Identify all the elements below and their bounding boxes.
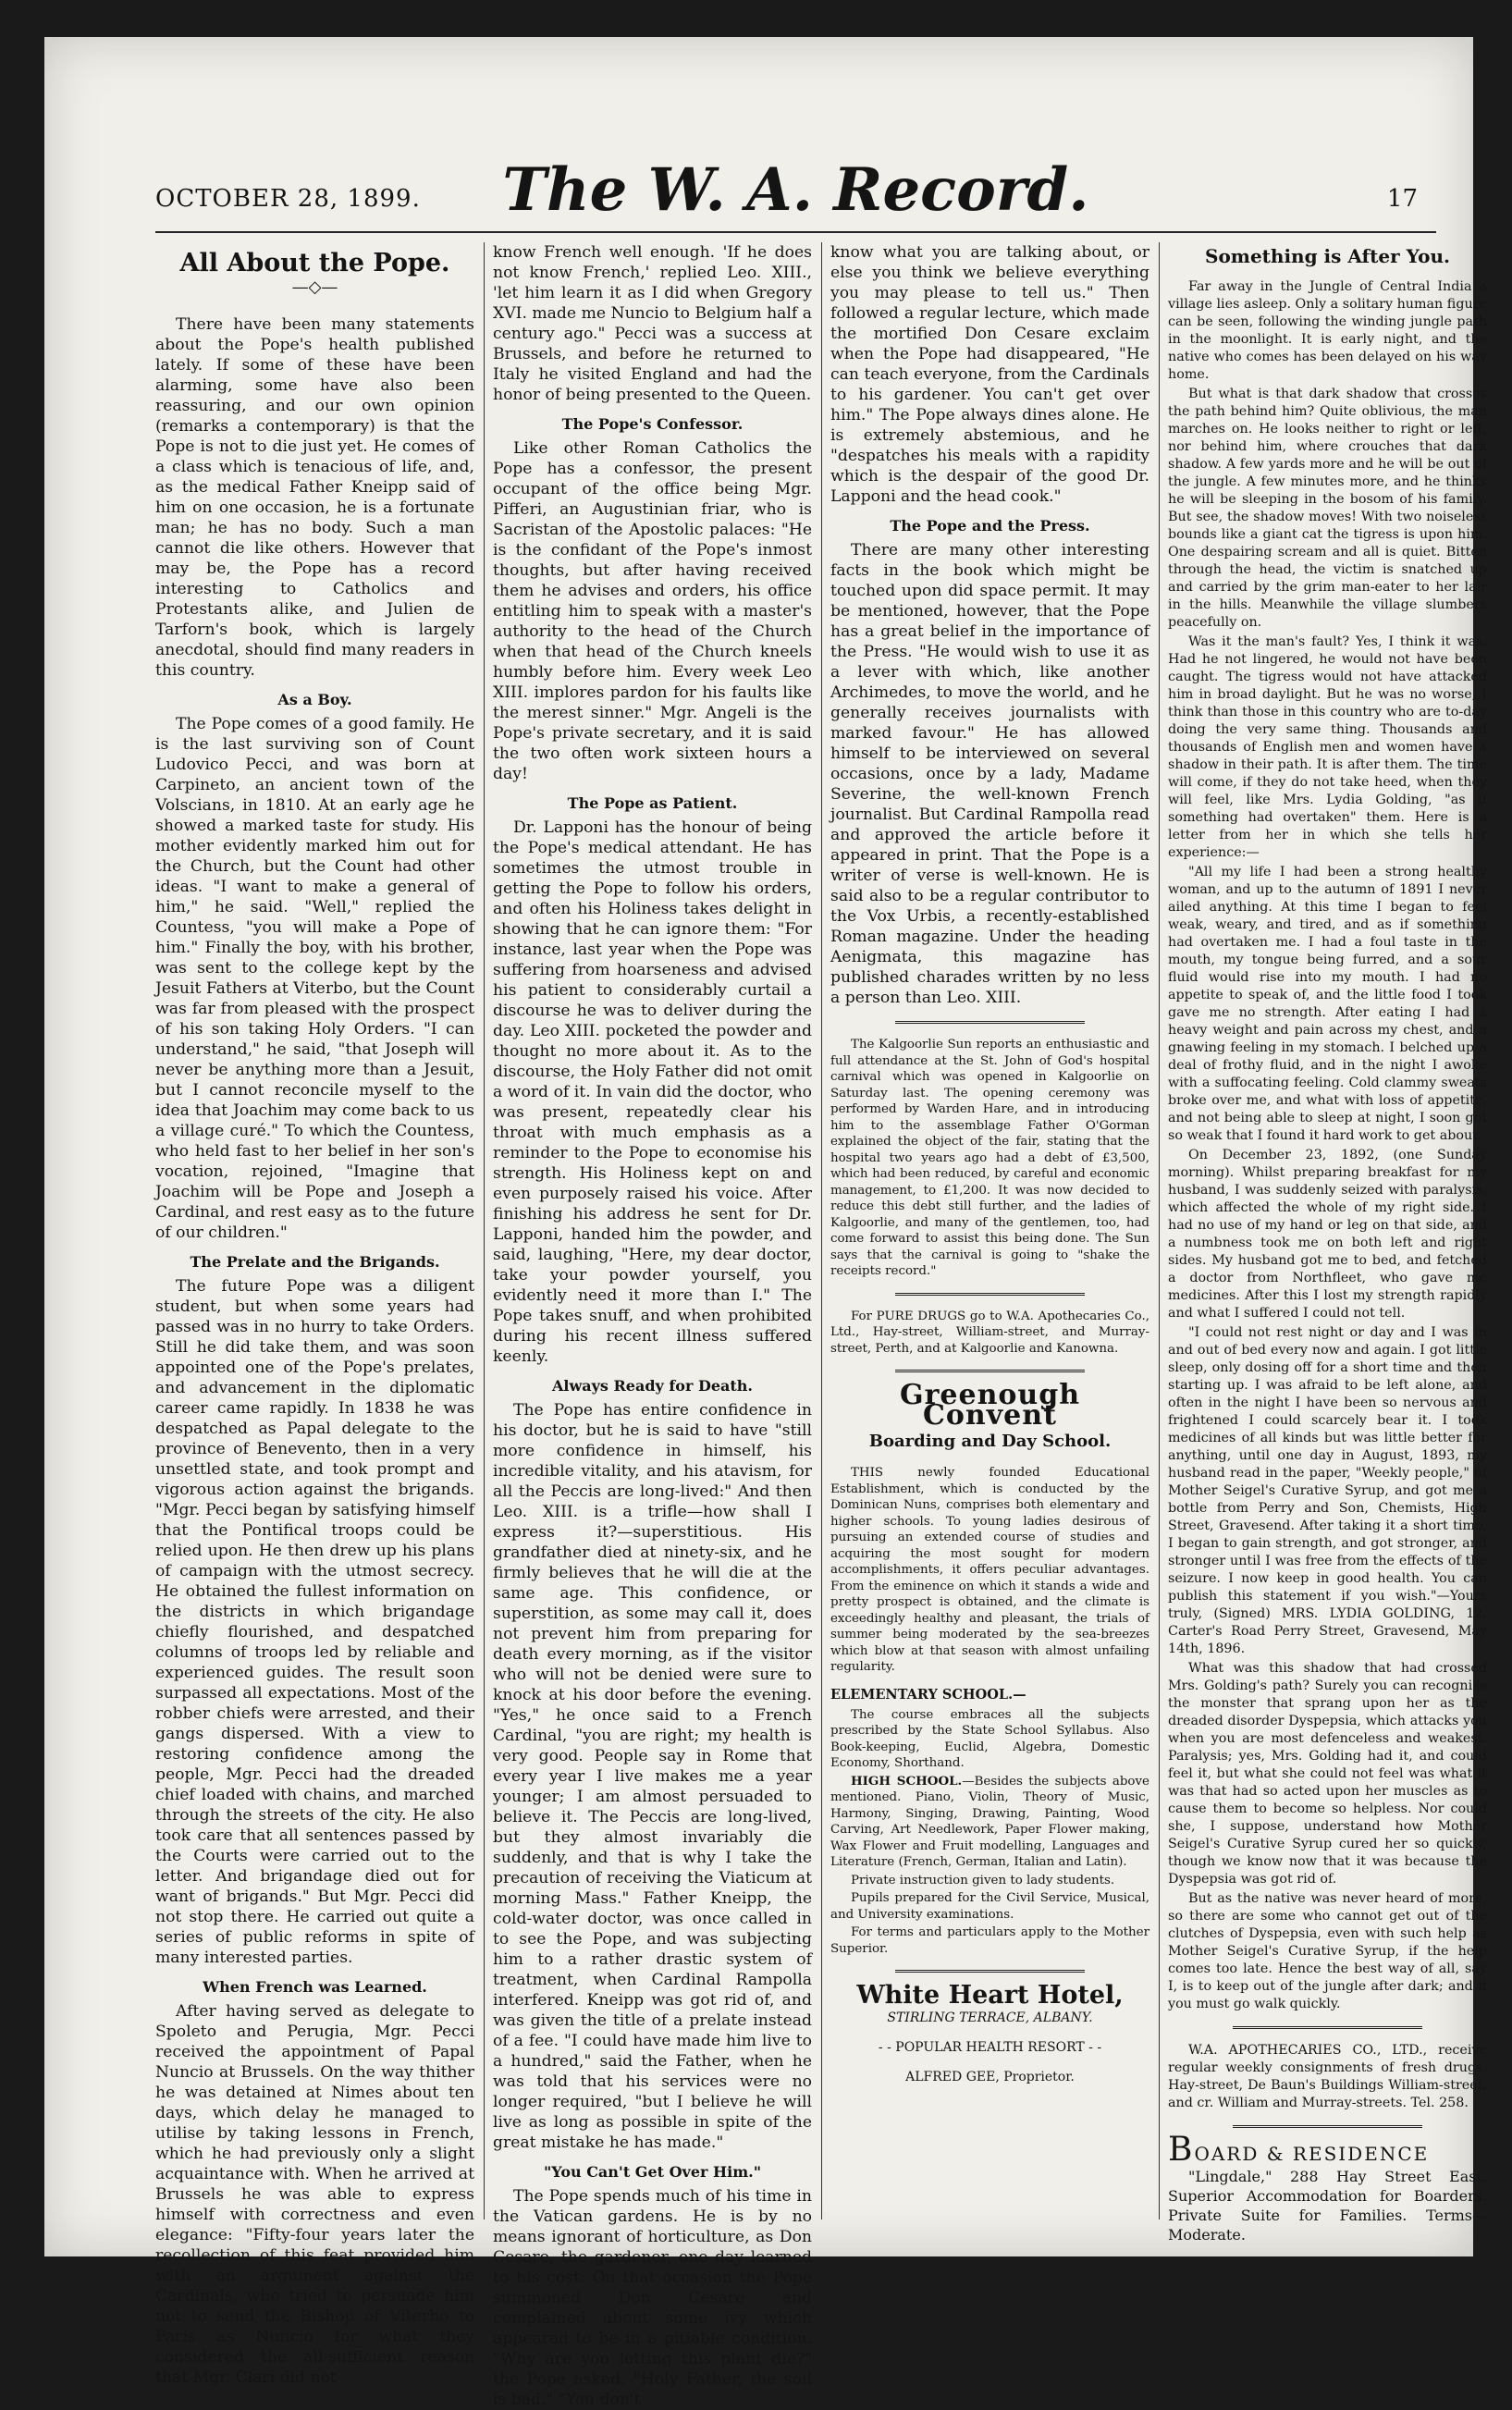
convent-subtitle: Boarding and Day School.	[868, 1432, 1112, 1451]
page-number: 17	[1386, 185, 1418, 213]
high-school-text	[830, 1774, 1149, 1871]
column-rule	[1159, 242, 1160, 2219]
high-school-body: —Besides the subjects above mentioned. Piano, Violin, Theory of Music, Harmony, Singing, Drawing, Painting, Wood Carving, Art Needlework, Paper Flower making, Wax Flower and Fruit modelling, Languages and Literature (French, German, Italian and Latin).	[830, 1774, 1149, 1869]
subheading: The Pope's Confessor.	[561, 415, 744, 433]
columns	[155, 242, 1488, 2409]
board-heading	[1168, 2131, 1487, 2169]
paragraph: There are many other interesting facts in the book which might be touched upon did space permit. It may be mentioned, however, that the Pope has a great belief in the importance of the Press. "He would wish to use it as a lever with which, like another Archimedes, to move the world, and he generally receives journalists with marked favour." He has allowed himself to be interviewed on several occasions, once by a lady, Madame Severine, the well-known French journalist. But Cardinal Rampolla read and approved the article before it appeared in print. That the Pope is a writer of verse is well-known. He is said also to be a regular contributor to the Vox Urbis, a recently-established Roman magazine. Under the heading Aenigmata, this magazine has published charades written by no less a person than Leo. XIII.	[830, 541, 1149, 1007]
paragraph: The Pope has entire confidence in his doctor, but he is said to have "still more confidence in himself, his incredible vitality, and his atavism, for all the Peccis are long-lived:" And then Leo. XIII. is a trifle—how shall I express it?—superstitious. His grandfather died at ninety-six, and he firmly believes that he will die at the same age. This confidence, or superstition, as some may call it, does not prevent him from preparing for death every morning, as if the visitor who will not be denied were sure to knock at his door before the evening. "Yes," he once said to a French Cardinal, "you are right; my health is very good. People say in Rome that every year I live makes me a year younger; I am almost persuaded to believe it. The Peccis are long-lived, but they almost invariably die suddenly, and that is why I take the precaution of receiving the Viaticum at morning Mass." Father Kneipp, the cold-water doctor, was once called in to see the Pope, and was subjecting him to a rather drastic system of treatment, when Cardinal Rampolla interfered. Kneipp was got rid of, and was given the title of a prelate instead of a fee. "I could have made him live to a hundred," said the Father, when he was told that his services were no longer required, "but I believe he will live as long as possible in spite of the great mistake he has made."	[493, 1401, 812, 2152]
advert-drugs: For PURE DRUGS go to W.A. Apothecaries Co., Ltd., Hay-street, William-street, and Murray-street, Perth, and at Kalgoorlie and Kanowna.	[830, 1309, 1149, 1356]
subheading: As a Boy.	[277, 691, 352, 708]
ornament: —◇—	[291, 277, 338, 297]
paragraph: Far away in the Jungle of Central India a village lies asleep. Only a solitary human figure can be seen, following the winding jungle path in the moonlight. It is early night, and the native who comes has been delayed on his way home.	[1168, 279, 1488, 382]
newspaper-page	[44, 37, 1488, 2409]
paragraph: Dr. Lapponi has the honour of being the Pope's medical attendant. He has sometimes the utmost trouble in getting the Pope to follow his orders, and often his Holiness takes delight in showing that he can ignore them: "For instance, last year when the Pope was suffering from hoarseness and advised his patient to considerably curtail a discourse he was to deliver during the day. Leo XIII. pocketed the powder and thought no more about it. As to the discourse, the Holy Father did not omit a word of it. In vain did the doctor, who was present, repeatedly clear his throat with much emphasis as a reminder to the Pope to economise his strength. His Holiness kept on and even purposely raised his voice. After finishing his address he sent for Dr. Lapponi, handed him the powder, and said, laughing, "Here, my dear doctor, take your powder yourself, you evidently need it more than I." The Pope takes snuff, and when prohibited during his recent illness suffered keenly.	[493, 818, 812, 1366]
separator	[1233, 2125, 1422, 2128]
separator	[1233, 2026, 1422, 2029]
issue-date: OCTOBER 28, 1899.	[155, 185, 421, 213]
paragraph: The Pope spends much of his time in the Vatican gardens. He is by no means ignorant of horticulture, as Don Cesare, the gardener, one day learned to his cost: On that occasion the Pope summoned Don Cesare and complained about some ivy which appeared to be in a pitiable condition. "Why are you letting this plant die?" the Pope asked. "Holy Father, the soil is bad." "You don't	[493, 2187, 812, 2409]
elementary-text: The course embraces all the subjects prescribed by the State School Syllabus. Also Book-keeping, Euclid, Algebra, Domestic Economy, Shorthand.	[830, 1707, 1149, 1770]
column-rule	[484, 242, 485, 2219]
paragraph: know French well enough. 'If he does not know French,' replied Leo. XIII., 'let him learn it as I did when Gregory XVI. made me Nuncio to Belgium half a century ago." Pecci was a success at Brussels, and before he returned to Italy he visited England and had the honor of being presented to the Queen.	[493, 243, 812, 404]
paragraph: What was this shadow that had crossed Mrs. Golding's path? Surely you can recognise the monster that sprang upon her as the dreaded disorder Dyspepsia, which attacks you when you are most defenceless and weakest. Paralysis; yes, Mrs. Golding had it, and could feel it, but what she could not feel was what it was that had so acted upon her muscles as to cause them to become so helpless. Nor could she, I suppose, understand how Mother Seigel's Curative Syrup cured her so quickly, though we know now that it was because the Dyspepsia was got rid of.	[1168, 1661, 1487, 1887]
article-title: All About the Pope.	[179, 249, 450, 277]
paper-title: The W. A. Record.	[502, 155, 1089, 225]
subheading: When French was Learned.	[203, 1978, 427, 1996]
hotel-title: White Heart Hotel,	[856, 1981, 1124, 2010]
subheading: "You Can't Get Over Him."	[543, 2163, 762, 2181]
subheading: Always Ready for Death.	[552, 1377, 753, 1395]
separator	[895, 1370, 1085, 1372]
column-2	[493, 242, 812, 2409]
elementary-heading: ELEMENTARY SCHOOL.—	[830, 1686, 1026, 1703]
hotel-address: STIRLING TERRACE, ALBANY.	[887, 2010, 1093, 2025]
news-item: The Kalgoorlie Sun reports an enthusiastic and full attendance at the St. John of God's hospital carnival which was opened in Kalgoorlie on Saturday last. The opening ceremony was performed by Warden Hare, and in introducing him to the assemblage Father O'Gorman explained the object of the fair, stating that the hospital two years ago had a debt of £3,500, which had been reduced, by careful and economic management, to £1,200. It was now decided to reduce this debt still further, and the ladies of Kalgoorlie, and many of the gentlemen, too, had come forward to assist this being done. The Sun says that the carnival is going to "shake the receipts record."	[830, 1038, 1149, 1278]
board-title: OARD & RESIDENCE	[1194, 2143, 1430, 2165]
paragraph: Was it the man's fault? Yes, I think it was. Had he not lingered, he would not have been caught. The tigress would not have attacked him in broad daylight. But he was no worse, I think than those in this country who are to-day doing the very same thing. Thousands and thousands of English men and women have a shadow in their path. It is after them. The time will come, if they do not take heed, when they will feel, like Mrs. Lydia Golding, "as if something had overtaken" them. Here is a letter from her in which she tells her experience:—	[1168, 634, 1487, 860]
hotel-resort: - - POPULAR HEALTH RESORT - -	[878, 2040, 1102, 2055]
convent-title: Greenough Convent	[899, 1379, 1081, 1432]
separator	[895, 1293, 1085, 1296]
paragraph: After having served as delegate to Spoleto and Perugia, Mgr. Pecci received the appointment of Papal Nuncio at Brussels. On the way thither he was detained at Nimes about ten days, which delay he managed to utilise by taking lessons in French, which he had previously only a slight acquaintance with. When he arrived at Brussels he was able to express himself with correctness and even elegance: "Fifty-four years later the recollection of this feat provided him with an argument against the Cardinals, who tried to persuade him not to send the Bishop of Viterbo to Paris as Nuncio for what they considered the all-sufficient reason that Mgr. Clari did not	[155, 2002, 474, 2387]
paragraph: On December 23, 1892, (one Sunday morning). Whilst preparing breakfast for my husband, I was suddenly seized with paralysis, which affected the whole of my right side. I had no use of my hand or leg on that side, and a numbness took me on both left and right sides. My husband got me to bed, and fetched a doctor from Northfleet, who gave me medicines. After this I lost my strength rapidly and what I suffered I could not tell.	[1168, 1148, 1487, 1321]
terms-note: For terms and particulars apply to the Mother Superior.	[830, 1925, 1149, 1956]
paragraph: There have been many statements about the Pope's health published lately. If some of these have been alarming, some have also been reassuring, and our own opinion (remarks a contemporary) is that the Pope is not to die just yet. He comes of a class which is tenacious of life, and, as the medical Father Kneipp said of him on one occasion, he is a fortunate man; he has no body. Such a man cannot die like others. However that may be, the Pope has a record interesting to Catholics and Protestants alike, and Julien de Tarforn's book, which is largely anecdotal, should find many readers in this country.	[155, 315, 474, 680]
column-rule	[821, 242, 822, 2219]
high-school-heading: HIGH SCHOOL.	[851, 1773, 963, 1789]
masthead	[155, 139, 1436, 233]
paragraph: The Pope comes of a good family. He is the last surviving son of Count Ludovico Pecci, and was born at Carpineto, an ancient town of the Volscians, in 1810. At an early age he showed a marked taste for study. His mother evidently marked him out for the Church, but the Count had other ideas. "I want to make a general of him," he said. "Well," replied the Countess, "you will make a Pope of him." Finally the boy, with his brother, was sent to the college kept by the Jesuit Fathers at Viterbo, but the Count was far from pleased with the prospect of his son taking Holy Orders. "I can understand," he said, "that Joseph will never be anything more than a Jesuit, but I cannot reconcile myself to the idea that Joachim may come back to us a village curé." To which the Countess, who held fast to her belief in her son's vocation, rejoined, "Imagine that Joachim will be Pope and Joseph a Cardinal, and rest easy as to the future of our children."	[155, 715, 474, 1242]
board-text: "Lingdale," 288 Hay Street East. Superior Accommodation for Boarders. Private Suite for Families. Terms—Moderate.	[1168, 2168, 1487, 2244]
convent-description: THIS newly founded Educational Establishment, which is conducted by the Dominican Nuns, comprises both elementary and higher schools. To young ladies desirous of pursuing an extended course of studies and acquiring the most sought for modern accomplishments, it offers peculiar advantages. From the eminence on which it stands a wide and pretty prospect is obtained, and the climate is exceedingly healthy and pleasant, the trials of summer being moderated by the sea-breezes which blow at that season with almost unfailing regularity.	[830, 1466, 1149, 1674]
article-title: Something is After You.	[1205, 245, 1450, 267]
subheading: The Prelate and the Brigands.	[190, 1253, 440, 1271]
subheading: The Pope and the Press.	[890, 517, 1090, 535]
paragraph: know what you are talking about, or else you think we believe everything you may please to tell us." Then followed a regular lecture, which made the mortified Don Cesare exclaim when the Pope had disappeared, "He can teach everyone, from the Cardinals to his gardener. You can't get over him." The Pope always dines alone. He is extremely abstemious, and he "despatches his meals with a rapidity which is the despair of the good Dr. Lapponi and the head cook."	[830, 243, 1149, 506]
paragraph: But as the native was never heard of more, so there are some who cannot get out of the clutches of Dyspepsia, even with such help as Mother Seigel's Curative Syrup, if the help comes too late. Hence the best way of all, say I, is to keep out of the jungle after dark; and if you must go walk quickly.	[1168, 1891, 1487, 2011]
pupils-note: Pupils prepared for the Civil Service, Musical, and University examinations.	[830, 1891, 1149, 1922]
hotel-proprietor: ALFRED GEE, Proprietor.	[905, 2070, 1075, 2084]
advert-apothecaries: W.A. APOTHECARIES CO., LTD., receive regular weekly consignments of fresh drugs. Hay-street, De Baun's Buildings William-street, and cr. William and Murray-streets. Tel. 258.	[1168, 2043, 1487, 2110]
separator	[895, 1970, 1085, 1973]
paragraph: "I could not rest night or day and I was in and out of bed every now and again. I got little sleep, only dosing off for a short time and then starting up. I was afraid to be left alone, and often in the night I have been so nervous and frightened I could scarcely bear it. I took medicines of all kinds but was little better for anything, until one day in August, 1893, my husband read in the paper, "Weekly people," of Mother Seigel's Curative Syrup, and got me a bottle from Perry and Son, Chemists, High Street, Gravesend. After taking it a short time, I began to gain strength, and got stronger, and stronger until I was free from the effects of the seizure. I now keep in good health. You can publish this statement if you wish."—Yours truly, (Signed) MRS. LYDIA GOLDING, 12, Carter's Road Perry Street, Gravesend, May 14th, 1896.	[1168, 1325, 1487, 1656]
paragraph: "All my life I had been a strong healthy woman, and up to the autumn of 1891 I never ailed anything. At this time I began to feel weak, weary, and tired, and as if something had overtaken me. I had a foul taste in the mouth, my tongue being furred, and a sour fluid would rise into my mouth. I had no appetite to speak of, and the little food I took gave me no strength. After eating I had a heavy weight and pain across my chest, and a gnawing feeling in my stomach. I belched up a deal of frothy fluid, and in the night I awoke with a suffocating feeling. Cold clammy sweats broke over me, and what with loss of appetite, and not being able to sleep at night, I soon got so weak that I found it hard work to get about.	[1168, 865, 1487, 1143]
paragraph: The future Pope was a diligent student, but when some years had passed was in no hurry to take Orders. Still he did take them, and was soon appointed one of the Pope's prelates, and advancement in the diplomatic career came rapidly. In 1838 he was despatched as Papal delegate to the province of Benevento, then in a very unsettled state, and took prompt and vigorous action against the brigands. "Mgr. Pecci began by satisfying himself that the Pontifical troops could be relied upon. He then drew up his plans of campaign with the utmost secrecy. He obtained the fullest information on the districts in which brigandage chiefly flourished, and despatched columns of troops led by reliable and experienced guides. The result soon surpassed all expectations. Most of the robber chiefs were arrested, and their gangs dispersed. With a view to restoring confidence among the people, Mgr. Pecci had the dreaded chief loaded with chains, and marched through the streets of the city. He also took care that all sentences passed by the Courts were carried out to the letter. And brigandage died out for want of brigands." But Mgr. Pecci did not stop there. He carried out quite a series of public reforms in spite of many interested parties.	[155, 1277, 474, 1967]
separator	[895, 1021, 1085, 1024]
paragraph: But what is that dark shadow that crosses the path behind him? Quite oblivious, the man marches on. He looks neither to right or left, nor behind him, where crouches that dark shadow. A few yards more and he will be out of the jungle. A few minutes more, and he thinks he will be sleeping in the bosom of his family. But see, the shadow moves! With two noiseless bounds like a giant cat the tigress is upon him. One despairing scream and all is quiet. Bitten through the head, the victim is snatched up and carried by the grim man-eater to her lair in the hills. Meanwhile the village slumbers peacefully on.	[1168, 387, 1487, 630]
subheading: The Pope as Patient.	[567, 794, 738, 812]
column-3	[830, 242, 1149, 2219]
drop-cap: B	[1168, 2131, 1195, 2169]
paragraph: Like other Roman Catholics the Pope has a confessor, the present occupant of the office being Mgr. Pifferi, an Augustinian friar, who is Sacristan of the Apostolic palaces: "He is the confidant of the Pope's inmost thoughts, but after having received them he advises and orders, his office entitling him to speak with a master's authority to the head of the Church when that head of the Church kneels humbly before him. Every week Leo XIII. implores pardon for his faults like the merest sinner." Mgr. Angeli is the Pope's private secretary, and it is said the two often work sixteen hours a day!	[493, 439, 812, 783]
column-1	[155, 242, 474, 2387]
column-4	[1168, 242, 1488, 2244]
private-instruction: Private instruction given to lady students.	[851, 1873, 1115, 1887]
